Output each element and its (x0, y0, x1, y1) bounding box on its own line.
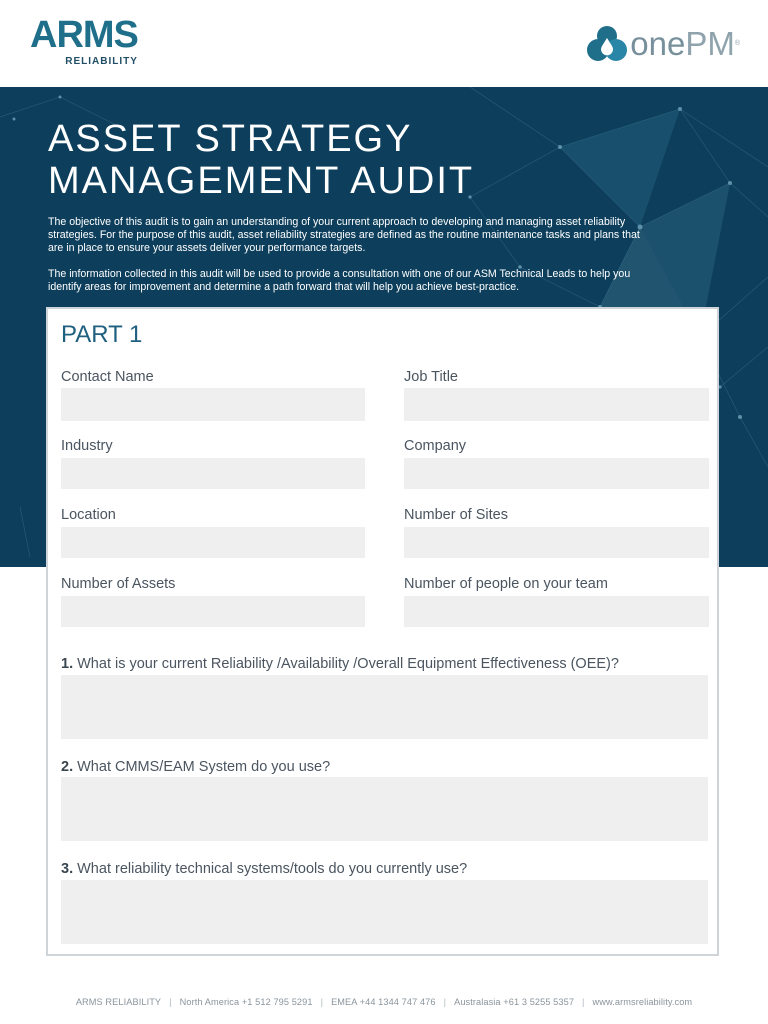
location-field[interactable] (61, 527, 365, 558)
question-3-text: What reliability technical systems/tools do you currently use? (77, 861, 468, 877)
intro-paragraph-2: The information collected in this audit will be used to provide a consultation with one of our ASM Technical Leads to help you identify areas for improvement and determine a path forward that will help you achieve best-practice. (48, 268, 631, 293)
onepm-drop-icon (586, 24, 628, 64)
contact-name-field[interactable] (61, 388, 365, 421)
footer-emea: EMEA +44 1344 747 476 (331, 997, 436, 1007)
footer-contact-line (0, 997, 768, 1007)
footer-australasia: Australasia +61 3 5255 5357 (454, 997, 575, 1007)
industry-label: Industry (61, 438, 113, 454)
job-title-label: Job Title (404, 369, 458, 385)
question-1-number: 1. (61, 656, 74, 672)
question-3-answer-box[interactable] (61, 880, 708, 944)
footer-website-link[interactable]: www.armsreliability.com (592, 997, 693, 1007)
arms-logo-subtitle: RELIABILITY (65, 56, 138, 67)
footer-company: ARMS RELIABILITY (75, 997, 162, 1007)
company-label: Company (404, 438, 467, 454)
intro-text (48, 216, 648, 307)
team-size-field[interactable] (404, 596, 709, 627)
question-3-label (61, 860, 467, 878)
number-of-assets-label: Number of Assets (61, 576, 176, 592)
number-of-sites-label: Number of Sites (404, 507, 508, 523)
footer-separator: | (582, 997, 585, 1007)
team-size-label: Number of people on your team (404, 576, 608, 592)
location-label: Location (61, 507, 116, 523)
page-title (48, 118, 474, 202)
onepm-logo (586, 24, 740, 64)
question-1-answer-box[interactable] (61, 675, 708, 739)
arms-logo-wordmark: ARMS (30, 14, 138, 56)
contact-name-label: Contact Name (61, 369, 154, 385)
question-1-text: What is your current Reliability /Availability /Overall Equipment Effectiveness (OEE)? (77, 656, 619, 672)
number-of-sites-field[interactable] (404, 527, 709, 558)
header-bar (0, 0, 768, 87)
footer-separator: | (443, 997, 447, 1007)
footer-north-america: North America +1 512 795 5291 (179, 997, 313, 1007)
question-2-text: What CMMS/EAM System do you use? (77, 759, 331, 775)
footer-separator: | (169, 997, 172, 1007)
question-1-label (61, 655, 619, 673)
question-2-answer-box[interactable] (61, 777, 708, 841)
company-field[interactable] (404, 458, 709, 489)
question-3-number: 3. (61, 861, 74, 877)
audit-form-card (46, 307, 719, 956)
number-of-assets-field[interactable] (61, 596, 365, 627)
industry-field[interactable] (61, 458, 365, 489)
footer-separator: | (320, 997, 324, 1007)
onepm-wordmark: onePM® (630, 25, 740, 62)
question-2-number: 2. (61, 759, 74, 775)
question-2-label (61, 758, 330, 776)
job-title-field[interactable] (404, 388, 709, 421)
part-title: PART 1 (61, 321, 143, 348)
title-line-2: MANAGEMENT AUDIT (48, 160, 475, 202)
arms-reliability-logo (30, 16, 138, 67)
intro-paragraph-1: The objective of this audit is to gain an understanding of your current approach to developing and managing asset reliability strategies. For the purpose of this audit, asset reliability strategies are defined as the routine maintenance tasks and plans that are in place to ensure your assets deliver your performance targets. (48, 216, 640, 254)
title-line-1: ASSET STRATEGY (48, 118, 413, 160)
